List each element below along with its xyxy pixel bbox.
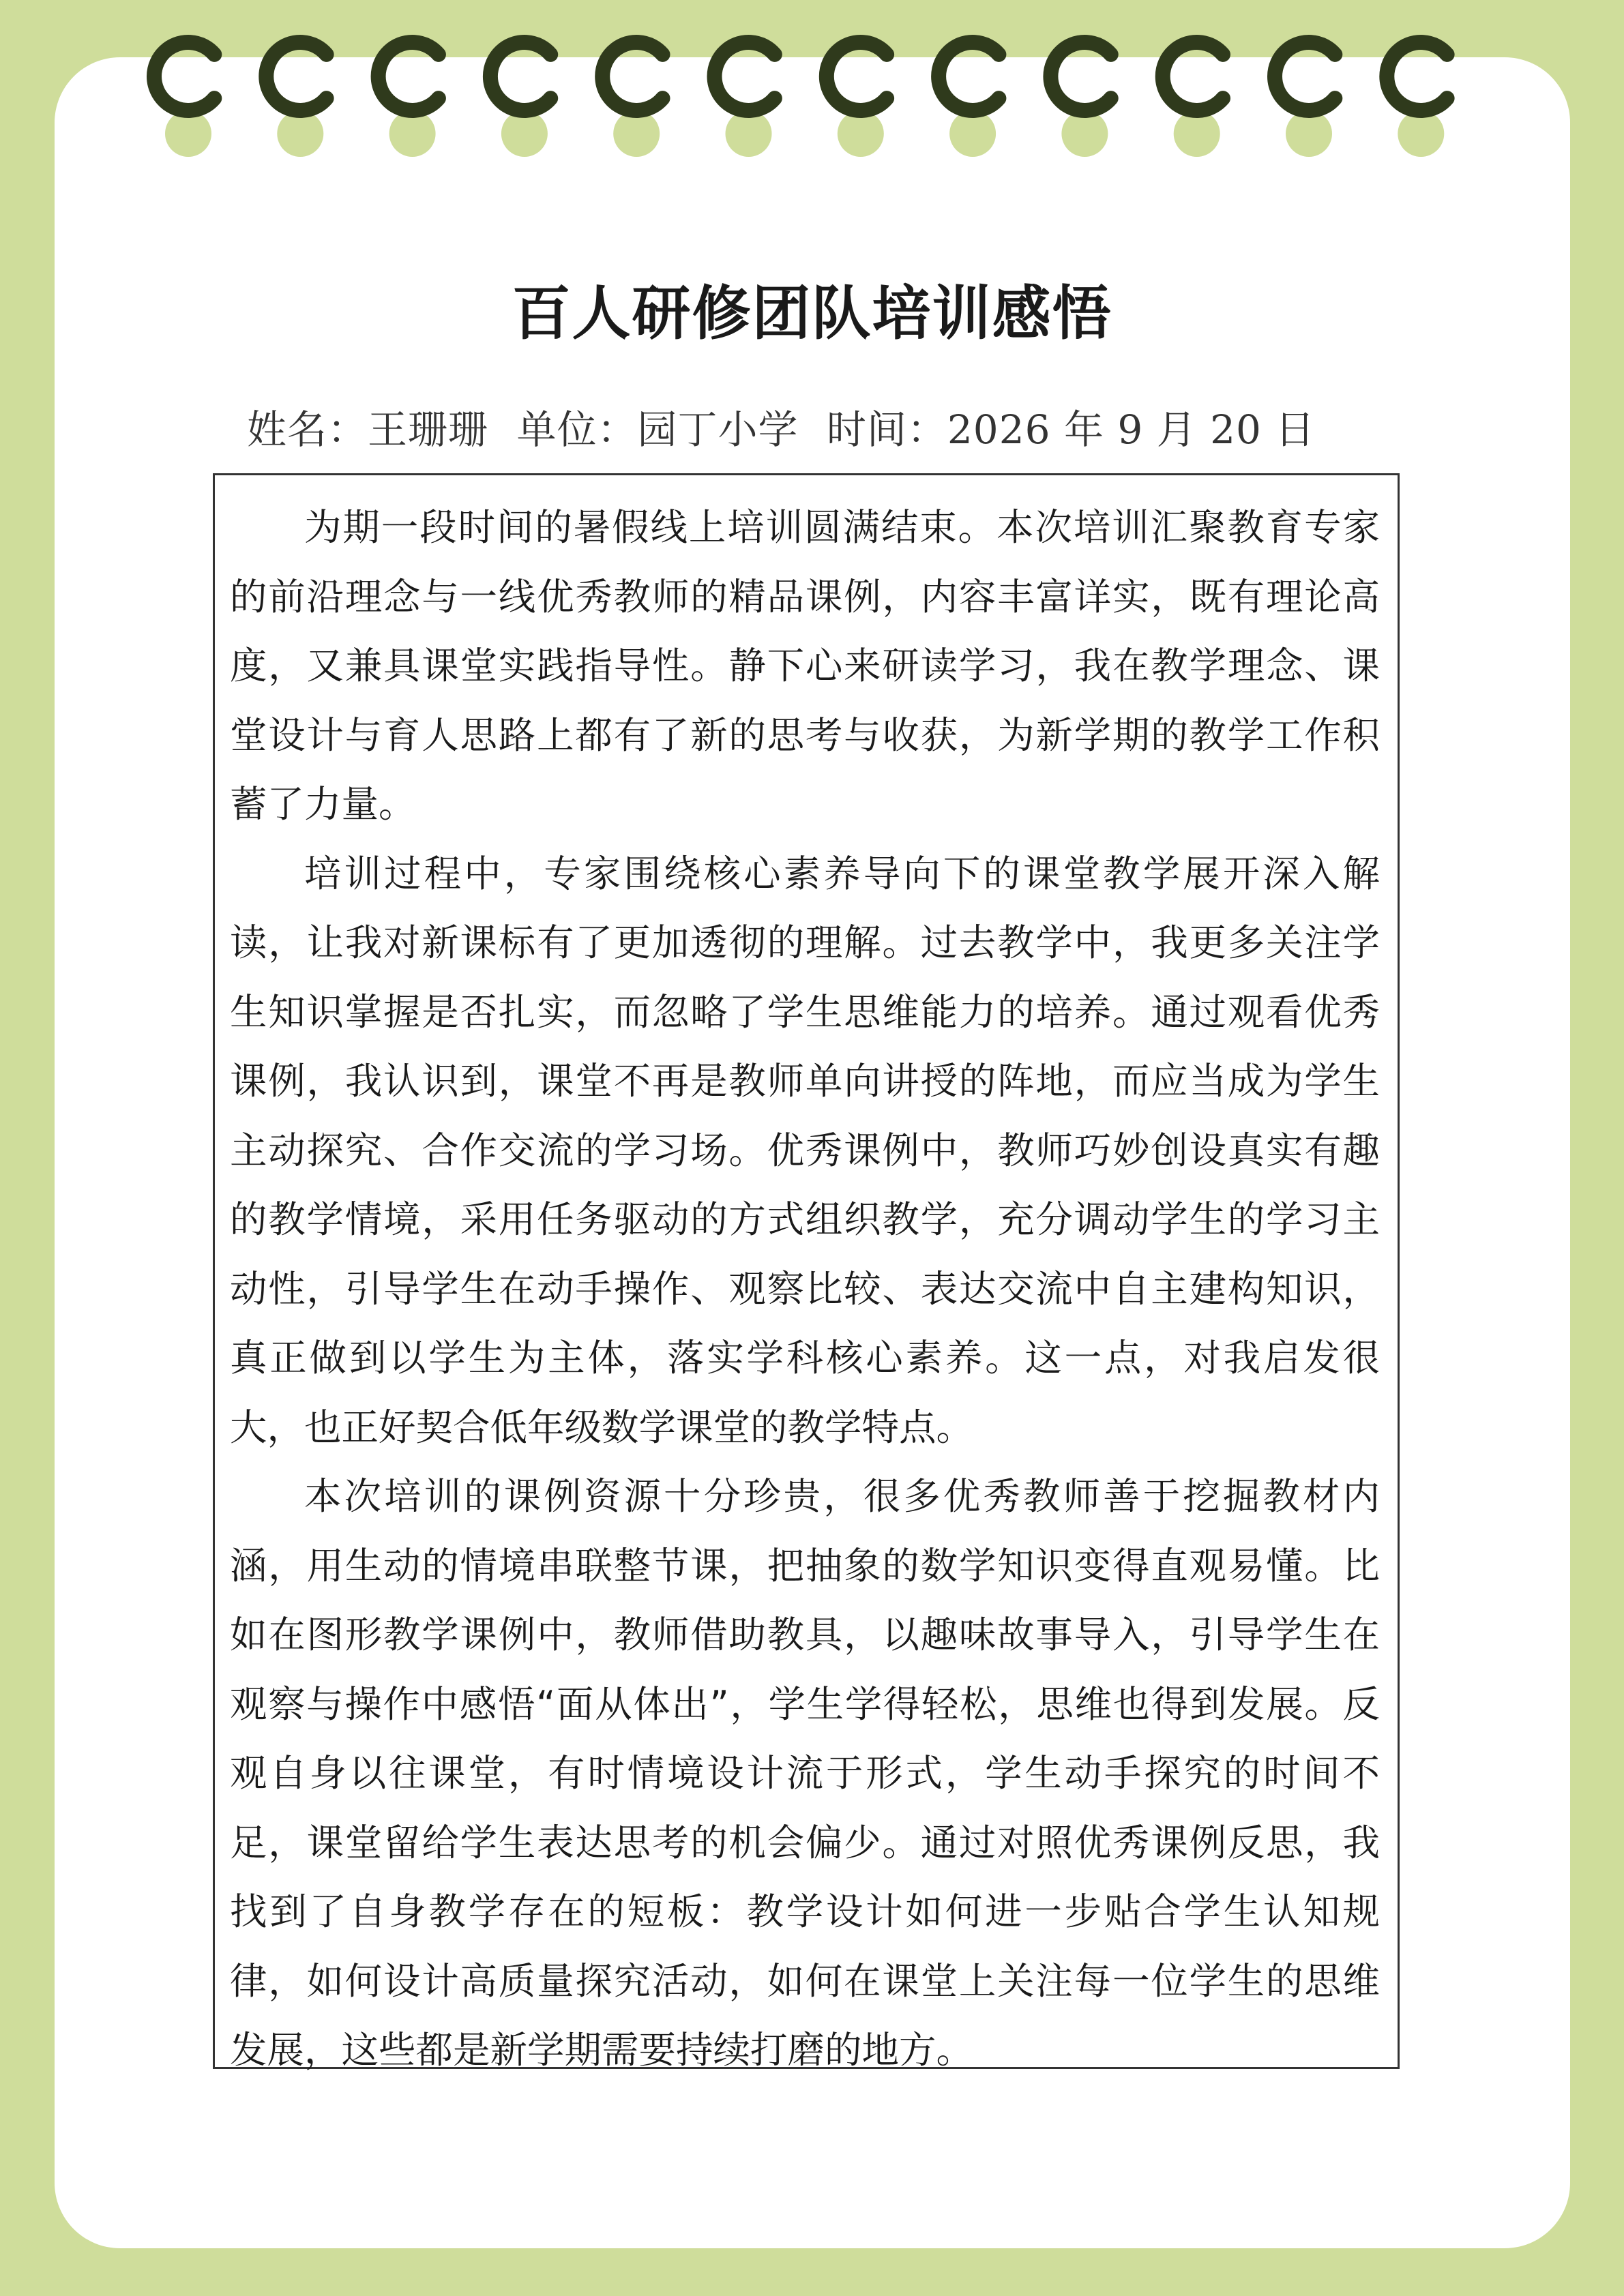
binding-ring <box>602 42 662 157</box>
binding-ring-arc <box>1050 42 1110 110</box>
binding-ring-arc <box>715 42 775 110</box>
binding-ring <box>1050 42 1110 157</box>
binding-ring-arc <box>1275 42 1335 110</box>
binding-ring-arc <box>154 42 214 110</box>
binding-ring <box>715 42 775 157</box>
binding-ring-arc <box>1163 42 1223 110</box>
binding-ring <box>154 42 214 157</box>
binding-ring-arc <box>827 42 887 110</box>
binding-ring <box>1387 42 1447 157</box>
spiral-binding <box>0 0 1624 164</box>
document-date: 时间：2026 年 9 月 20 日 <box>826 406 1316 453</box>
paragraph-1: 为期一段时间的暑假线上培训圆满结束。本次培训汇聚教育专家的前沿理念与一线优秀教师的精品课例，内容丰富详实，既有理论高度，又兼具课堂实践指导性。静下心来研读学习，我在教学理念、课堂设计与育人思路上都有了新的思考与收获，为新学期的教学工作积蓄了力量。 <box>230 505 1380 826</box>
binding-ring-arc <box>939 42 999 110</box>
paragraph-3: 本次培训的课例资源十分珍贵，很多优秀教师善于挖掘教材内涵，用生动的情境串联整节课，把抽象的数学知识变得直观易懂。比如在图形教学课例中，教师借助教具，以趣味故事导入，引导学生在观察与操作中感悟“面从体出”，学生学得轻松，思维也得到发展。反观自身以往课堂，有时情境设计流于形式，学生动手探究的时间不足，课堂留给学生表达思考的机会偏少。通过对照优秀课例反思，我找到了自身教学存在的短板：教学设计如何进一步贴合学生认知规律，如何设计高质量探究活动，如何在课堂上关注每一位学生的思维发展，这些都是新学期需要持续打磨的地方。 <box>230 1474 1380 2072</box>
document-title: 百人研修团队培训感悟 <box>512 279 1112 348</box>
binding-ring-arc <box>379 42 439 110</box>
binding-ring <box>939 42 999 157</box>
author-unit: 单位：园丁小学 <box>516 406 799 453</box>
binding-ring <box>266 42 326 157</box>
essay-body <box>213 473 1400 2072</box>
binding-ring-arc <box>266 42 326 110</box>
binding-ring <box>1163 42 1223 157</box>
binding-ring-arc <box>602 42 662 110</box>
binding-ring <box>490 42 550 157</box>
author-info-line <box>247 402 1330 457</box>
author-name: 姓名：王珊珊 <box>247 406 489 453</box>
binding-ring <box>1275 42 1335 157</box>
binding-ring <box>379 42 439 157</box>
binding-ring-arc <box>490 42 550 110</box>
binding-ring-arc <box>1387 42 1447 110</box>
binding-ring <box>827 42 887 157</box>
paragraph-2: 培训过程中，专家围绕核心素养导向下的课堂教学展开深入解读，让我对新课标有了更加透彻的理解。过去教学中，我更多关注学生知识掌握是否扎实，而忽略了学生思维能力的培养。通过观看优秀课例，我认识到，课堂不再是教师单向讲授的阵地，而应当成为学生主动探究、合作交流的学习场。优秀课例中，教师巧妙创设真实有趣的教学情境，采用任务驱动的方式组织教学，充分调动学生的学习主动性，引导学生在动手操作、观察比较、表达交流中自主建构知识，真正做到以学生为主体，落实学科核心素养。这一点，对我启发很大，也正好契合低年级数学课堂的教学特点。 <box>230 851 1380 1449</box>
